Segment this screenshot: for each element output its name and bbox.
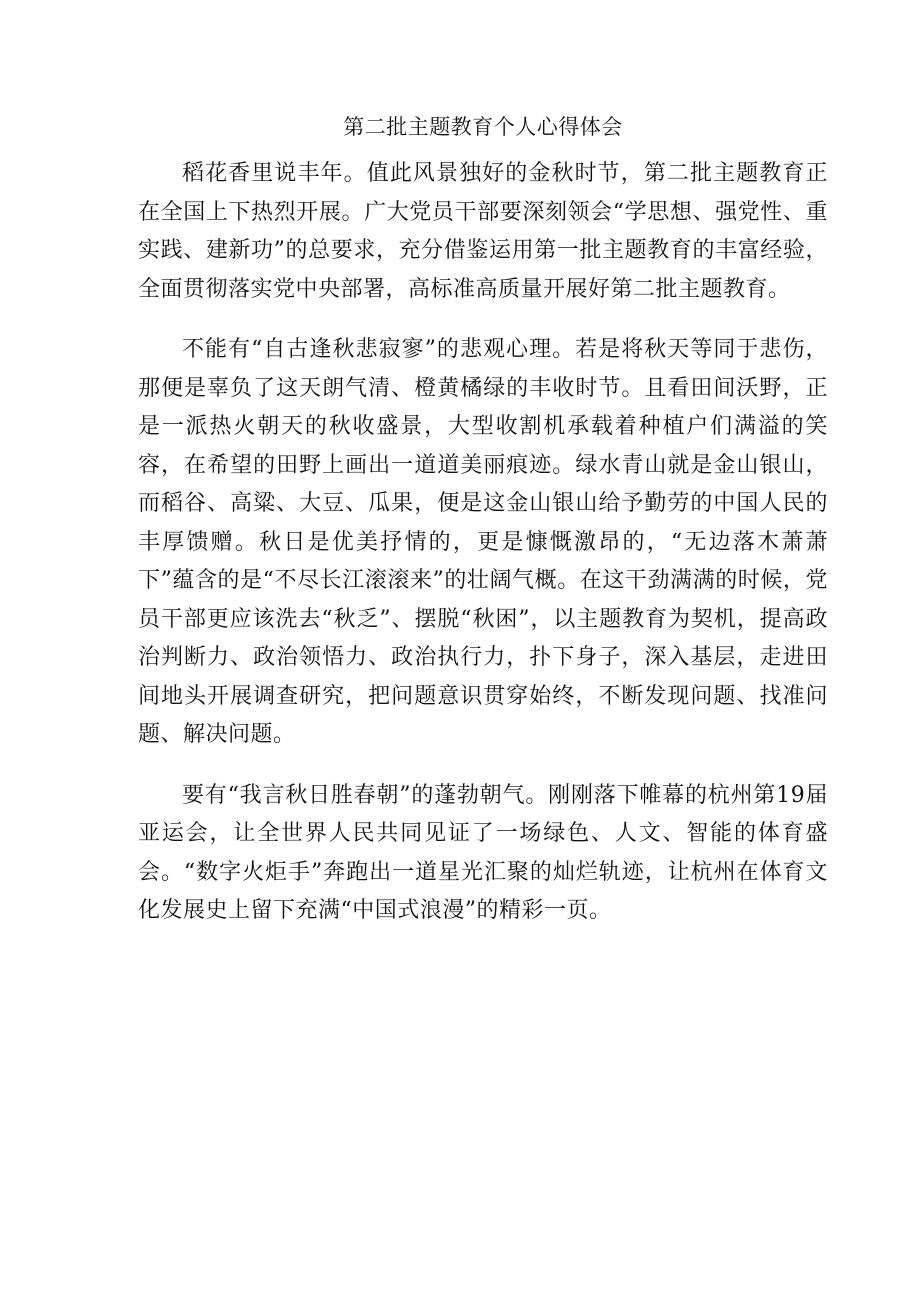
document-body [138, 110, 828, 931]
paragraph-asian-games: 要有“我言秋日胜春朝”的蓬勃朝气。刚刚落下帷幕的杭州第19届亚运会，让全世界人民共同见证了一场绿色、人文、智能的体育盛会。“数字火炬手”奔跑出一道星光汇聚的灿烂轨迹，让杭州在体育文化发展史上留下充满“中国式浪漫”的精彩一页。 [138, 782, 828, 923]
paragraph-autumn-spirit: 不能有“自古逢秋悲寂寥”的悲观心理。若是将秋天等同于悲伤，那便是辜负了这天朗气清、橙黄橘绿的丰收时节。且看田间沃野，正是一派热火朝天的秋收盛景，大型收割机承载着种植户们满溢的笑容，在希望的田野上画出一道道美丽痕迹。绿水青山就是金山银山，而稻谷、高粱、大豆、瓜果，便是这金山银山给予勤劳的中国人民的丰厚馈赠。秋日是优美抒情的，更是慷慨激昂的，“无边落木萧萧下”蕴含的是“不尽长江滚滚来”的壮阔气概。在这干劲满满的时候，党员干部更应该洗去“秋乏”、摆脱“秋困”，以主题教育为契机，提高政治判断力、政治领悟力、政治执行力，扑下身子，深入基层，走进田间地头开展调查研究，把问题意识贯穿始终，不断发现问题、找准问题、解决问题。 [138, 337, 828, 747]
document-title: 第二批主题教育个人心得体会 [343, 115, 623, 139]
paragraph-intro: 稻花香里说丰年。值此风景独好的金秋时节，第二批主题教育正在全国上下热烈开展。广大党员干部要深刻领会“学思想、强党性、重实践、建新功”的总要求，充分借鉴运用第一批主题教育的丰富经验，全面贯彻落实党中央部署，高标准高质量开展好第二批主题教育。 [138, 161, 828, 302]
